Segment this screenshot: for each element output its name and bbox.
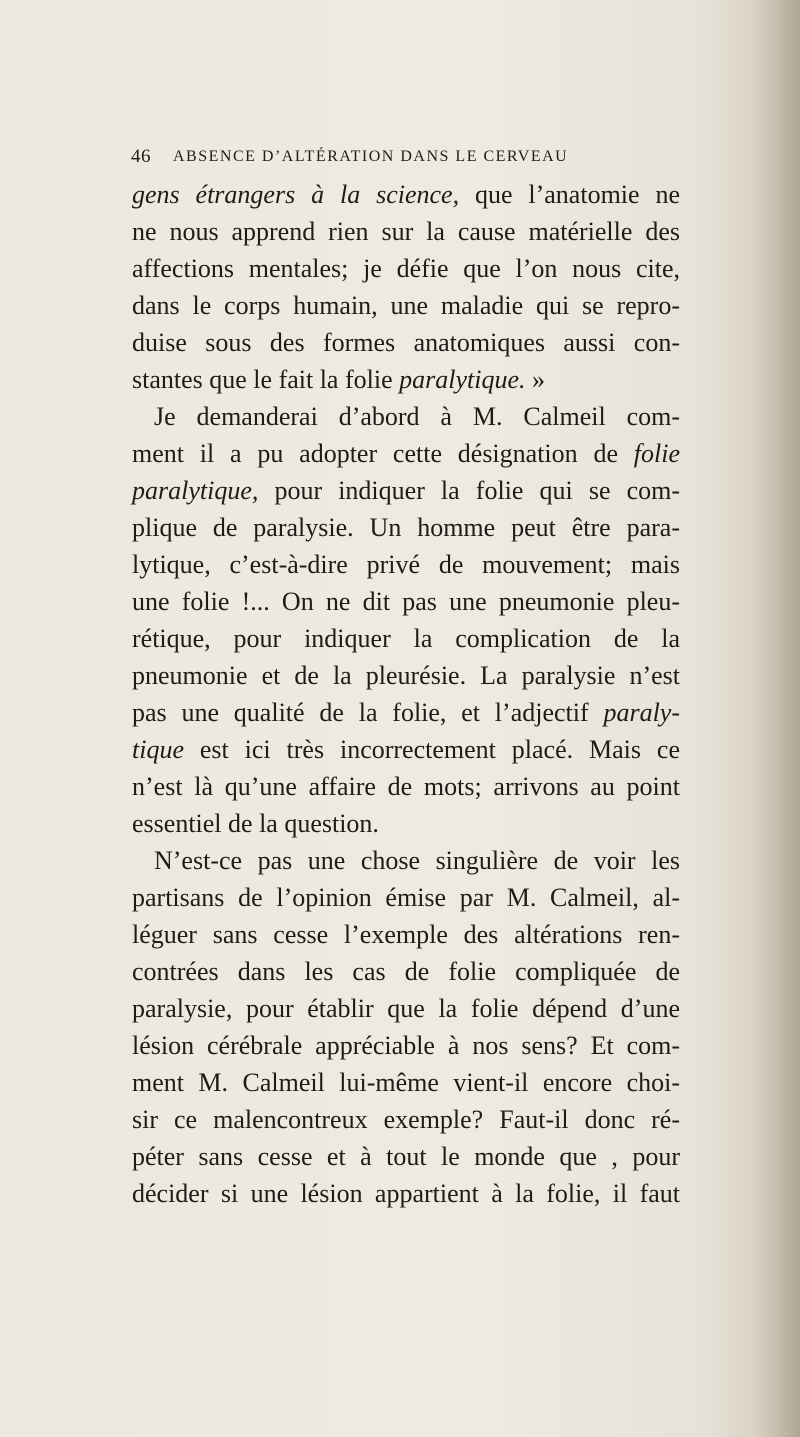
text-line-28: décider si une lésion appartient à la folie, il faut	[132, 1179, 680, 1208]
text-line-1	[132, 176, 680, 213]
italic-phrase: paraly-	[603, 698, 680, 727]
text-line-16	[132, 731, 680, 768]
text-line-20: partisans de l’opinion émise par M. Calmeil, al-	[132, 883, 680, 912]
text-line-4: dans le corps humain, une maladie qui se repro-	[132, 291, 680, 320]
text-span: »	[525, 365, 545, 394]
body-text	[132, 176, 680, 1212]
text-line-8	[132, 435, 680, 472]
text-line-21: léguer sans cesse l’exemple des altérations ren-	[132, 920, 680, 949]
text-line-15	[132, 694, 680, 731]
text-line-3: affections mentales; je défie que l’on nous cite,	[132, 254, 680, 283]
text-span: est ici très incorrectement placé. Mais ce	[184, 735, 680, 764]
text-span: pour indiquer la folie qui se com-	[258, 476, 680, 505]
text-line-22: contrées dans les cas de folie compliquée de	[132, 957, 680, 986]
page-number: 46	[131, 146, 151, 167]
text-line-7: Je demanderai d’abord à M. Calmeil com-	[154, 402, 680, 431]
text-line-13: rétique, pour indiquer la complication de la	[132, 624, 680, 653]
text-line-26: sir ce malencontreux exemple? Faut-il donc ré-	[132, 1105, 680, 1134]
text-line-10: plique de paralysie. Un homme peut être para-	[132, 513, 680, 542]
text-line-19: N’est-ce pas une chose singulière de voir les	[154, 846, 680, 875]
text-line-12: une folie !... On ne dit pas une pneumonie pleu-	[132, 587, 680, 616]
text-line-17: n’est là qu’une affaire de mots; arrivons au point	[132, 772, 680, 801]
italic-phrase: paralytique.	[399, 365, 526, 394]
page-edge-shadow	[752, 0, 800, 1437]
text-line-25: ment M. Calmeil lui-même vient-il encore choi-	[132, 1068, 680, 1097]
text-line-11: lytique, c’est-à-dire privé de mouvement; mais	[132, 550, 680, 579]
text-span: stantes que le fait la folie	[132, 365, 400, 394]
text-span: que l’anatomie ne	[459, 180, 680, 209]
italic-phrase: folie	[633, 439, 680, 468]
italic-phrase: paralytique,	[132, 476, 259, 505]
page-header	[131, 146, 691, 176]
text-line-24: lésion cérébrale appréciable à nos sens? Et com-	[132, 1031, 680, 1060]
text-span: pas une qualité de la folie, et l’adjectif	[132, 698, 604, 727]
italic-phrase: tique	[132, 735, 184, 764]
text-line-2: ne nous apprend rien sur la cause matérielle des	[132, 217, 680, 246]
text-line-6	[132, 361, 680, 398]
running-head: ABSENCE D’ALTÉRATION DANS LE CERVEAU	[173, 148, 569, 165]
text-line-23: paralysie, pour établir que la folie dépend d’une	[132, 994, 680, 1023]
text-line-5: duise sous des formes anatomiques aussi con-	[132, 328, 680, 357]
italic-phrase: gens étrangers à la science,	[132, 180, 460, 209]
text-span: ment il a pu adopter cette désignation de	[132, 439, 634, 468]
text-line-9	[132, 472, 680, 509]
text-line-27: péter sans cesse et à tout le monde que , pour	[132, 1142, 680, 1171]
text-line-18: essentiel de la question.	[132, 809, 379, 838]
text-line-14: pneumonie et de la pleurésie. La paralysie n’est	[132, 661, 680, 690]
